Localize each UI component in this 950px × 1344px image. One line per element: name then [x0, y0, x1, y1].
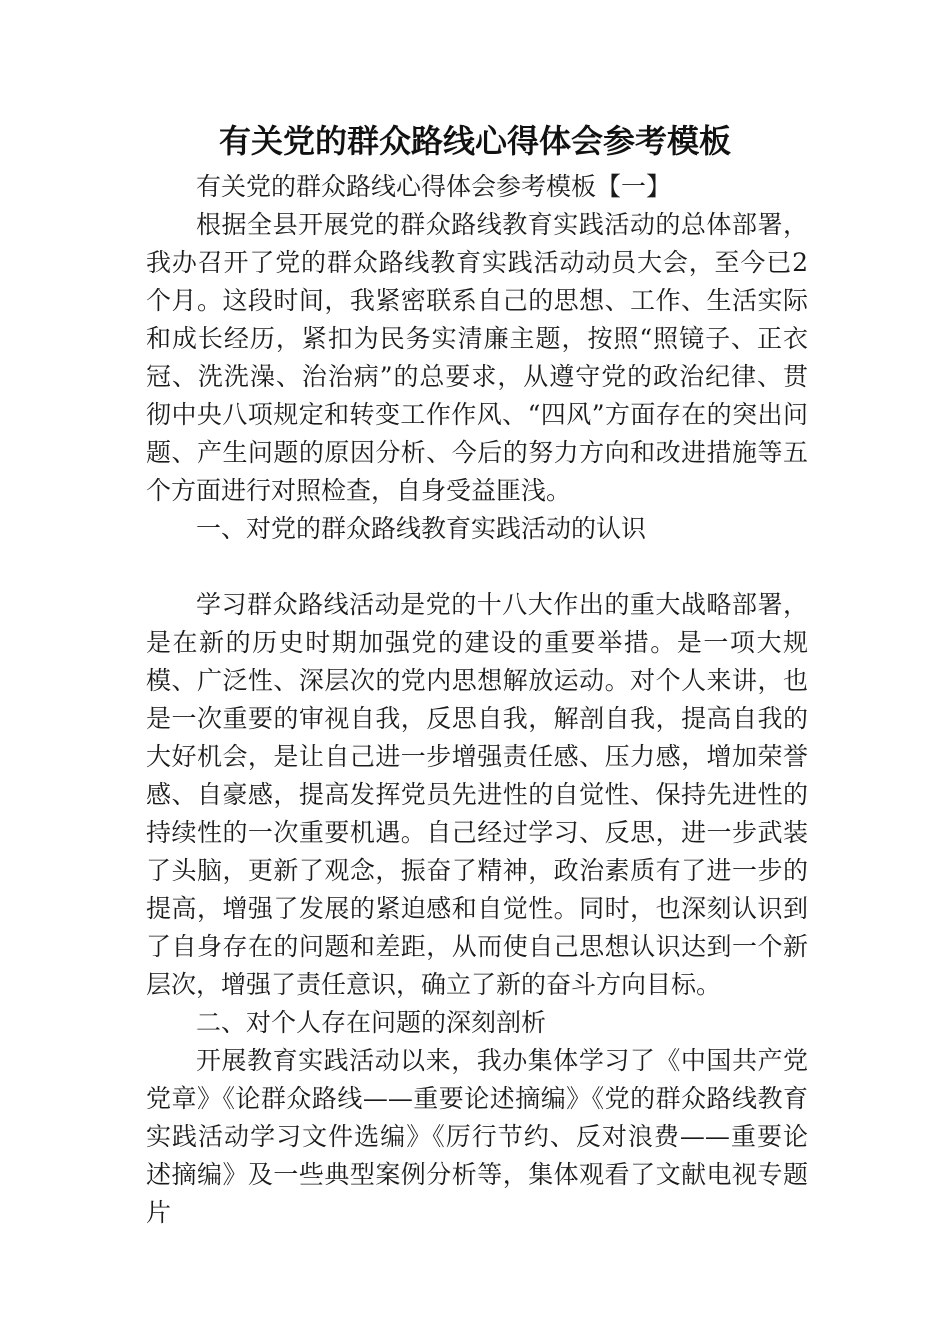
understanding-paragraph: 学习群众路线活动是党的十八大作出的重大战略部署，是在新的历史时期加强党的建设的重要举措。是一项大规模、广泛性、深层次的党内思想解放运动。对个人来讲，也是一次重要的审视自我，反思自我，解剖自我，提高自我的大好机会，是让自己进一步增强责任感、压力感，增加荣誉感、自豪感，提高发挥党员先进性的自觉性、保持先进性的持续性的一次重要机遇。自己经过学习、反思，进一步武装了头脑，更新了观念，振奋了精神，政治素质有了进一步的提高，增强了发展的紧迫感和自觉性。同时，也深刻认识到了自身存在的问题和差距，从而使自己思想认识达到一个新层次，增强了责任意识，确立了新的奋斗方向目标。	[146, 590, 808, 999]
section-heading-one-subtitle: 有关党的群众路线心得体会参考模板【一】	[196, 172, 672, 201]
section-heading-1: 一、对党的群众路线教育实践活动的认识	[196, 514, 647, 543]
intro-paragraph: 根据全县开展党的群众路线教育实践活动的总体部署，我办召开了党的群众路线教育实践活动动员大会，至今已2个月。这段时间，我紧密联系自己的思想、工作、生活实际和成长经历，紧扣为民务实清廉主题，按照“照镜子、正衣冠、洗洗澡、治治病”的总要求，从遵守党的政治纪律、贯彻中央八项规定和转变工作作风、“四风”方面存在的突出问题、产生问题的原因分析、今后的努力方向和改进措施等五个方面进行对照检查，自身受益匪浅。	[146, 210, 808, 505]
study-paragraph: 开展教育实践活动以来，我办集体学习了《中国共产党党章》《论群众路线——重要论述摘编》《党的群众路线教育实践活动学习文件选编》《厉行节约、反对浪费——重要论述摘编》及一些典型案例分析等，集体观看了文献电视专题片	[146, 1046, 808, 1227]
document-body	[146, 168, 808, 1232]
document-title: 有关党的群众路线心得体会参考模板	[218, 122, 731, 160]
blank-line	[146, 548, 808, 586]
section-heading-2: 二、对个人存在问题的深刻剖析	[196, 1008, 547, 1037]
